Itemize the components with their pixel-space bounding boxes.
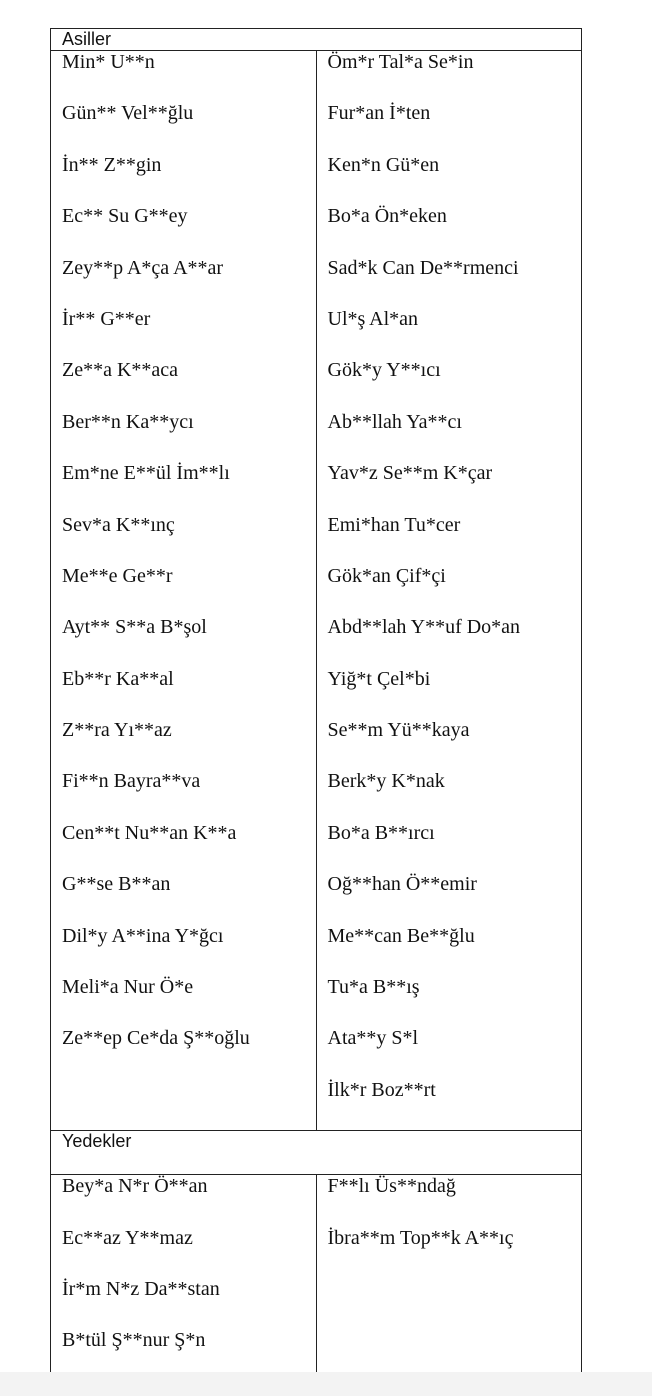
asiller-body-row (51, 51, 582, 1131)
page-bottom-strip (0, 1372, 652, 1396)
name-entry: Zey**p A*ça A**ar (62, 256, 224, 279)
name-entry: Öm*r Tal*a Se*in (327, 51, 474, 73)
name-entry: İbra**m Top**k A**ıç (327, 1226, 514, 1249)
yedekler-header-row (51, 1131, 582, 1175)
name-entry: Bo*a Ön*eken (327, 205, 447, 228)
name-entry: Eb**r Ka**al (62, 667, 174, 690)
name-entry: Oğ**han Ö**emir (327, 873, 477, 896)
name-entry: Gök*y Y**ıcı (327, 359, 441, 382)
name-entry: Abd**lah Y**uf Do*an (327, 616, 521, 639)
name-entry: Fi**n Bayra**va (62, 770, 201, 793)
name-entry: Yav*z Se**m K*çar (327, 462, 493, 485)
name-entry: Ber**n Ka**ycı (62, 410, 194, 433)
name-entry: Me**can Be**ğlu (327, 924, 475, 947)
asiller-header-row (51, 29, 582, 51)
name-entry: İlk*r Boz**rt (327, 1078, 436, 1101)
name-entry: Min* U**n (62, 51, 155, 73)
yedekler-left-column (51, 1175, 317, 1382)
yedekler-right-list (317, 1175, 582, 1278)
name-entry: Gün** Vel**ğlu (62, 102, 194, 125)
name-entry: Cen**t Nu**an K**a (62, 821, 237, 844)
asiller-right-column (316, 51, 582, 1131)
name-entry: Ken*n Gü*en (327, 153, 440, 176)
name-entry: F**lı Üs**ndağ (327, 1175, 456, 1198)
name-entry: Berk*y K*nak (327, 770, 445, 793)
name-entry: Ul*ş Al*an (327, 307, 419, 330)
name-entry: Ec**az Y**maz (62, 1226, 193, 1249)
name-entry: Em*ne E**ül İm**lı (62, 462, 230, 485)
asiller-left-column (51, 51, 317, 1131)
name-entry: Bo*a B**ırcı (327, 821, 435, 844)
name-entry: Fur*an İ*ten (327, 102, 431, 125)
name-entry: Tu*a B**ış (327, 976, 420, 999)
asiller-left-list (51, 51, 316, 1079)
name-entry: Me**e Ge**r (62, 564, 173, 587)
name-entry: Ata**y S*l (327, 1027, 419, 1050)
name-entry: Ze**ep Ce*da Ş**oğlu (62, 1027, 250, 1050)
name-entry: G**se B**an (62, 873, 171, 896)
name-entry: İr** G**er (62, 307, 151, 330)
asiller-right-list (317, 51, 582, 1130)
name-entry: Dil*y A**ina Y*ğcı (62, 924, 224, 947)
name-entry: Sad*k Can De**rmenci (327, 256, 519, 279)
asiller-title: Asiller (51, 29, 582, 51)
name-entry: Sev*a K**ınç (62, 513, 175, 536)
yedekler-title: Yedekler (51, 1131, 582, 1175)
name-entry: Ayt** S**a B*şol (62, 616, 207, 639)
yedekler-right-column (316, 1175, 582, 1382)
name-entry: B*tül Ş**nur Ş*n (62, 1329, 206, 1352)
roster-table (50, 28, 582, 1382)
name-entry: Ab**llah Ya**cı (327, 410, 462, 433)
name-entry: Ze**a K**aca (62, 359, 179, 382)
name-entry: Z**ra Yı**az (62, 719, 172, 742)
name-entry: Se**m Yü**kaya (327, 719, 470, 742)
name-entry: Gök*an Çif*çi (327, 564, 446, 587)
name-entry: İn** Z**gin (62, 153, 162, 176)
name-entry: Emi*han Tu*cer (327, 513, 461, 536)
name-entry: Bey*a N*r Ö**an (62, 1175, 208, 1198)
yedekler-body-row (51, 1175, 582, 1382)
name-entry: İr*m N*z Da**stan (62, 1277, 220, 1300)
yedekler-left-list (51, 1175, 316, 1381)
name-entry: Ec** Su G**ey (62, 205, 188, 228)
name-entry: Yiğ*t Çel*bi (327, 667, 431, 690)
name-entry: Meli*a Nur Ö*e (62, 976, 194, 999)
